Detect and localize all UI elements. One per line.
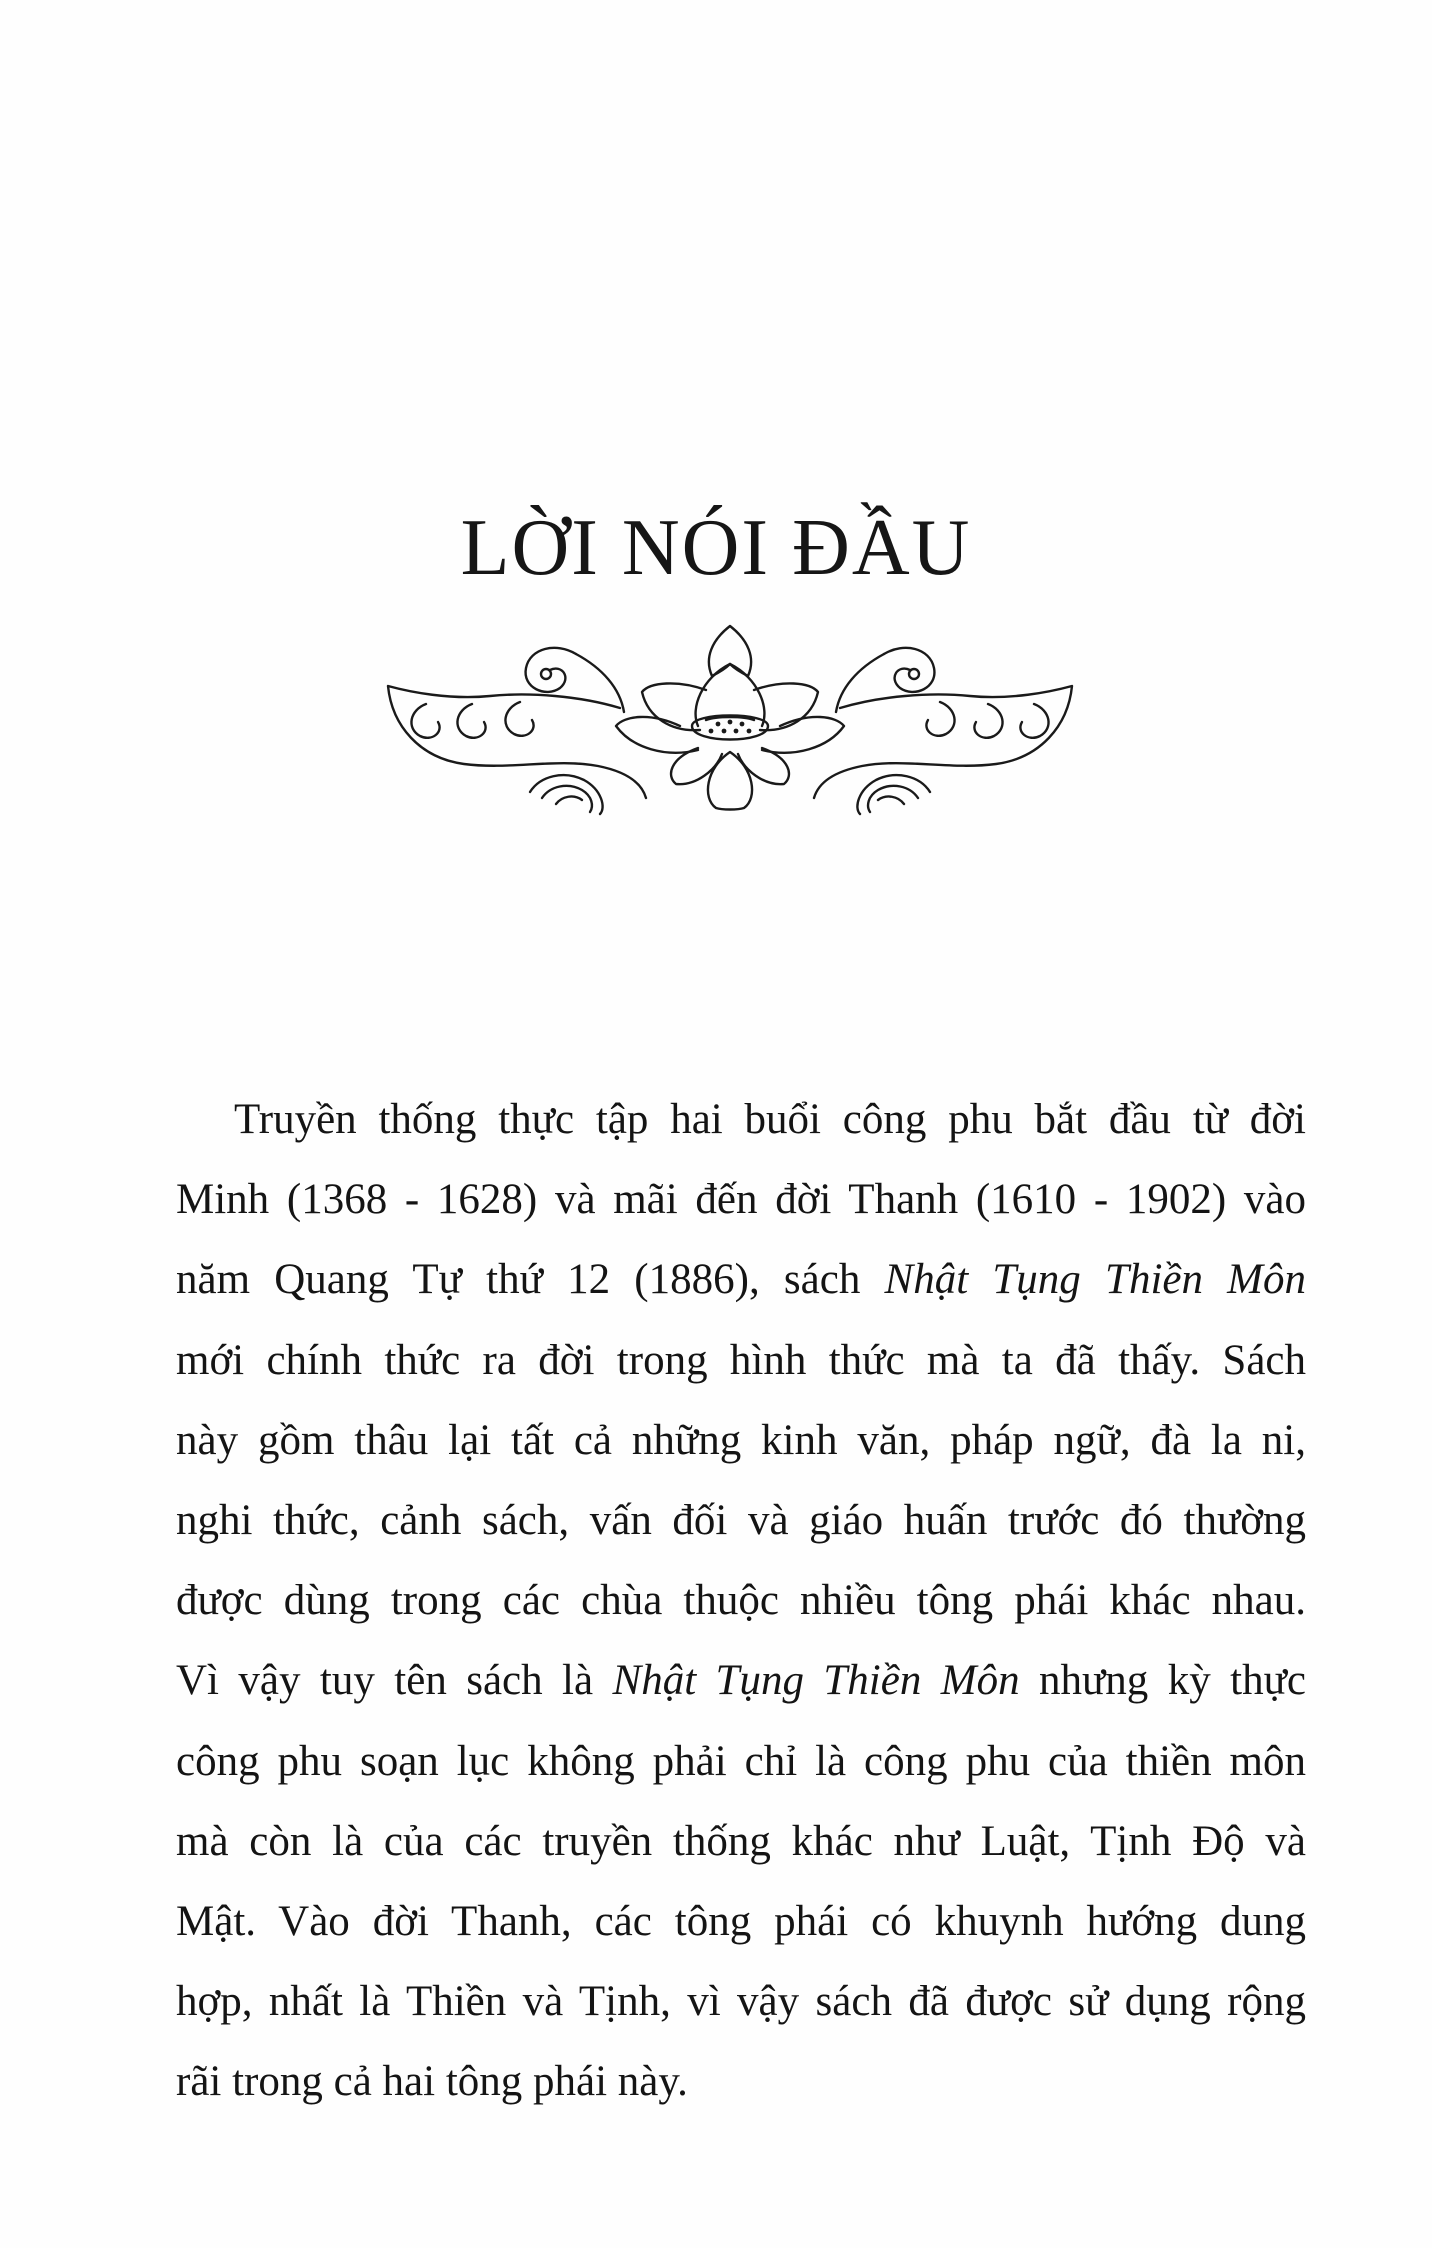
- paragraph-line: được dùng trong các chùa thuộc nhiều tông phái khác nhau.: [176, 1577, 1306, 1625]
- right-scroll-icon: [814, 648, 1072, 814]
- left-scroll-icon: [388, 648, 646, 814]
- paragraph-line: Minh (1368 - 1628) và mãi đến đời Thanh (1610 - 1902) vào: [176, 1176, 1306, 1224]
- book-title-italic: Nhật Tụng Thiền Môn: [884, 1256, 1307, 1304]
- page-title: LỜI NÓI ĐẦU: [460, 504, 972, 592]
- paragraph-line: rãi trong cả hai tông phái này.: [176, 2058, 688, 2106]
- paragraph-line: [176, 1641, 1306, 1721]
- lotus-flower-icon: [616, 626, 844, 810]
- paragraph-line: này gồm thâu lại tất cả những kinh văn, pháp ngữ, đà la ni,: [176, 1416, 1306, 1464]
- paragraph-line: nghi thức, cảnh sách, vấn đối và giáo huấn trước đó thường: [176, 1497, 1306, 1545]
- line-text: Vì vậy tuy tên sách là: [176, 1657, 613, 1705]
- paragraph-line: hợp, nhất là Thiền và Tịnh, vì vậy sách đã được sử dụng rộng: [176, 1978, 1306, 2026]
- paragraph-line: [176, 1240, 1306, 1320]
- paragraph-line: mà còn là của các truyền thống khác như Luật, Tịnh Độ và: [176, 1817, 1306, 1865]
- paragraph-line: Truyền thống thực tập hai buổi công phu bắt đầu từ đời: [234, 1096, 1306, 1143]
- paragraph-line: mới chính thức ra đời trong hình thức mà ta đã thấy. Sách: [176, 1336, 1306, 1384]
- paragraph-line: Mật. Vào đời Thanh, các tông phái có khuynh hướng dung: [176, 1898, 1306, 1946]
- body-paragraph: [176, 1080, 1306, 2123]
- paragraph-line: công phu soạn lục không phải chỉ là công phu của thiền môn: [176, 1737, 1306, 1785]
- lotus-scroll-ornament: [380, 608, 1080, 823]
- line-text: nhưng kỳ thực: [1019, 1657, 1306, 1705]
- line-text: năm Quang Tự thứ 12 (1886), sách: [176, 1256, 885, 1304]
- book-title-italic: Nhật Tụng Thiền Môn: [612, 1657, 1020, 1705]
